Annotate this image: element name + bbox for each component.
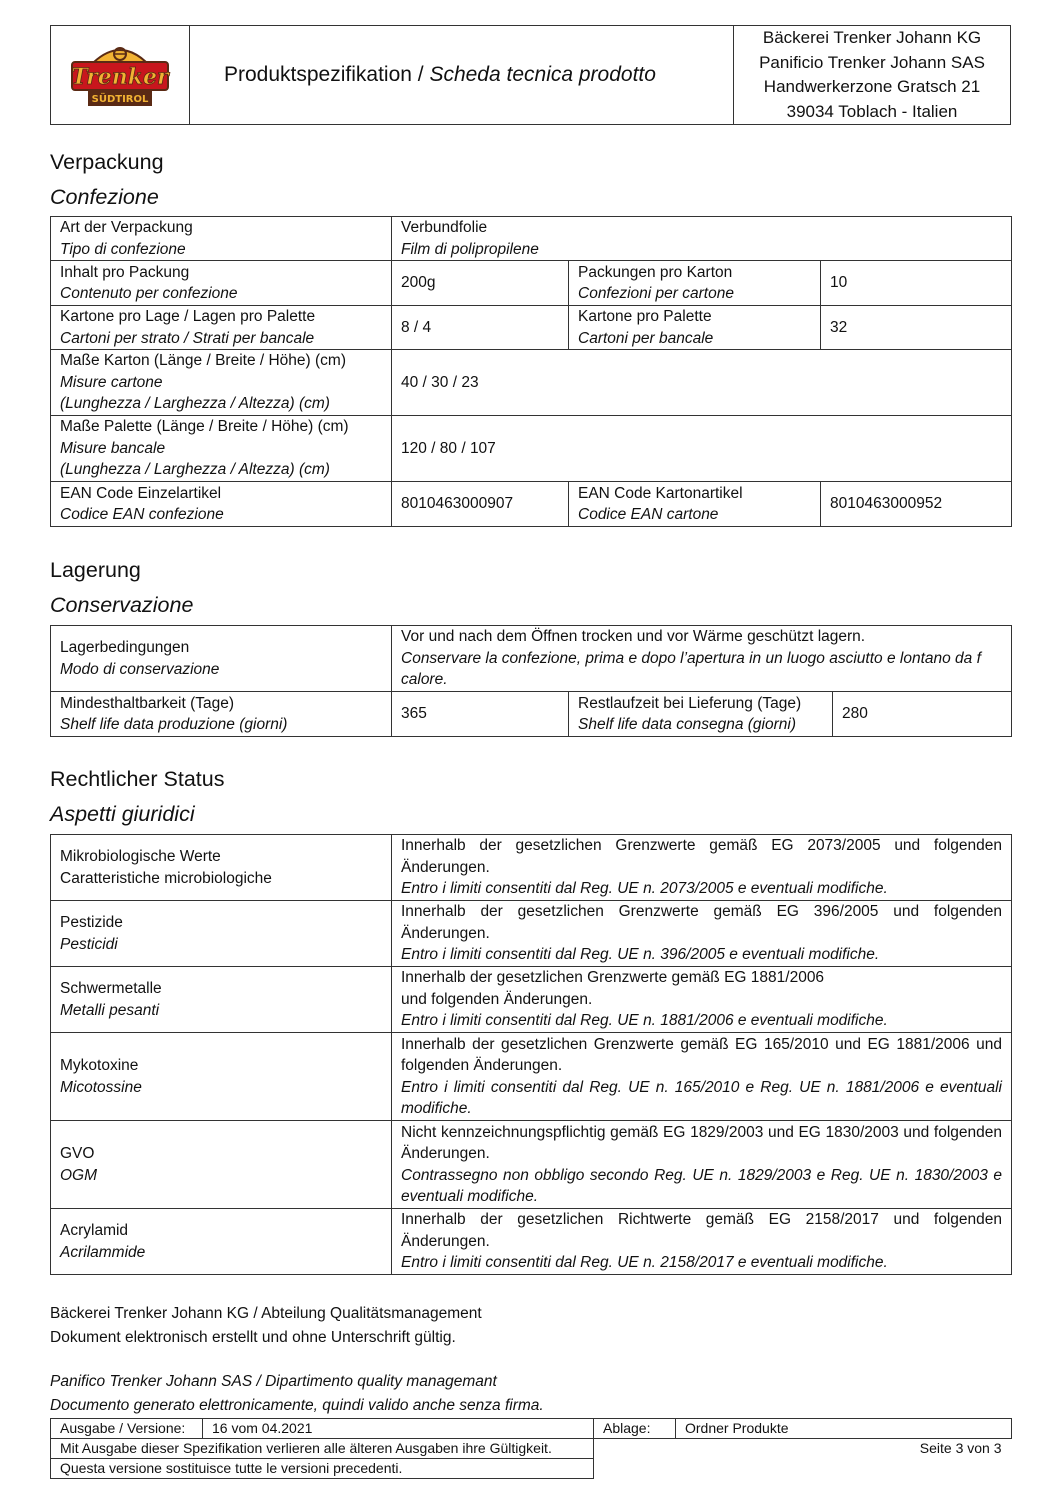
company-address: Bäckerei Trenker Johann KG Panificio Trenker Johann SAS Handwerkerzone Gratsch 21 39034 Toblach - Italien [734,26,1011,125]
version-table [50,1418,1012,1479]
section-heading-packaging: Verpackung [50,150,164,174]
table-row: Maße Palette (Länge / Breite / Höhe) (cm) Misure bancale (Lunghezza / Larghezza / Altezza) (cm) 120 / 80 / 107 [51,416,1012,482]
validity-note-it: Questa versione sostituisce tutte le versioni precedenti. [51,1459,594,1479]
validity-note-de: Mit Ausgabe dieser Spezifikation verlieren alle älteren Ausgaben ihre Gültigkeit. [51,1439,594,1459]
table-row: Mykotoxine Micotossine Innerhalb der gesetzlichen Grenzwerte gemäß EG 165/2010 und EG 1881/2006 und folgenden Änderungen. Entro i limiti consentiti dal Reg. UE n. 165/2010 e Reg. UE n. 1881/2006 e eventuali modifiche. [51,1033,1012,1121]
filing-value: Ordner Produkte [676,1419,1012,1439]
table-row: Schwermetalle Metalli pesanti Innerhalb der gesetzlichen Grenzwerte gemäß EG 1881/2006 und folgenden Änderungen. Entro i limiti consentiti dal Reg. UE n. 1881/2006 e eventuali modifiche. [51,967,1012,1033]
table-row: Lagerbedingungen Modo di conservazione Vor und nach dem Öffnen trocken und vor Wärme geschützt lagern. Conservare la confezione, prima e dopo l’apertura in un luogo asciutto e lontano da f calore. [51,626,1012,692]
section-heading-legal: Rechtlicher Status [50,767,225,791]
section-subheading-packaging: Confezione [50,185,159,209]
document-header [50,25,1011,125]
section-subheading-legal: Aspetti giuridici [50,802,195,826]
version-label: Ausgabe / Versione: [51,1419,203,1439]
page-number: Seite 3 von 3 [919,1440,1002,1456]
table-row: Mikrobiologische Werte Caratteristiche microbiologiche Innerhalb der gesetzlichen Grenzwerte gemäß EG 2073/2005 und folgenden Änderungen. Entro i limiti consentiti dal Reg. UE n. 2073/2005 e eventuali modifiche. [51,835,1012,901]
table-row: Inhalt pro Packung Contenuto per confezione 200g Packungen pro Karton Confezioni per cartone 10 [51,261,1012,306]
table-row: Mindesthaltbarkeit (Tage) Shelf life data produzione (giorni) 365 Restlaufzeit bei Lieferung (Tage) Shelf life data consegna (giorni) 280 [51,692,1012,737]
trenker-logo [68,40,172,110]
packaging-table [50,216,1012,527]
footer-italian: Panifico Trenker Johann SAS / Dipartimento quality managemant Documento generato elettronicamente, quindi valido anche senza firma. [50,1373,544,1414]
section-subheading-storage: Conservazione [50,593,194,617]
legal-table [50,834,1012,1275]
filing-label: Ablage: [594,1419,676,1439]
version-value: 16 vom 04.2021 [203,1419,594,1439]
footer-german: Bäckerei Trenker Johann KG / Abteilung Qualitätsmanagement Dokument elektronisch erstellt und ohne Unterschrift gültig. [50,1305,482,1346]
table-row: Kartone pro Lage / Lagen pro Palette Cartoni per strato / Strati per bancale 8 / 4 Kartone pro Palette Cartoni per bancale 32 [51,306,1012,350]
table-row [51,1419,1012,1439]
logo-cell [51,26,190,125]
logo-name: Trenker [71,64,169,90]
table-row: Maße Karton (Länge / Breite / Höhe) (cm) Misure cartone (Lunghezza / Larghezza / Altezza) (cm) 40 / 30 / 23 [51,350,1012,416]
section-heading-storage: Lagerung [50,558,141,582]
table-row: Acrylamid Acrilammide Innerhalb der gesetzlichen Richtwerte gemäß EG 2158/2017 und folgenden Änderungen. Entro i limiti consentiti dal Reg. UE n. 2158/2017 e eventuali modifiche. [51,1209,1012,1275]
table-row: EAN Code Einzelartikel Codice EAN confezione 8010463000907 EAN Code Kartonartikel Codice EAN cartone 8010463000952 [51,482,1012,527]
storage-table [50,625,1012,737]
document-title: Produktspezifikation / Scheda tecnica prodotto [190,26,734,125]
table-row [51,1439,1012,1459]
logo-sub: SÜDTIROL [91,94,149,105]
table-row: GVO OGM Nicht kennzeichnungspflichtig gemäß EG 1829/2003 und EG 1830/2003 und folgenden Änderungen. Contrassegno non obbligo secondo Reg. UE n. 1829/2003 e Reg. UE n. 1830/2003 e eventuali modifiche. [51,1121,1012,1209]
table-row: Pestizide Pesticidi Innerhalb der gesetzlichen Grenzwerte gemäß EG 396/2005 und folgenden Änderungen. Entro i limiti consentiti dal Reg. UE n. 396/2005 e eventuali modifiche. [51,901,1012,967]
table-row: Art der Verpackung Tipo di confezione Verbundfolie Film di polipropilene [51,217,1012,261]
